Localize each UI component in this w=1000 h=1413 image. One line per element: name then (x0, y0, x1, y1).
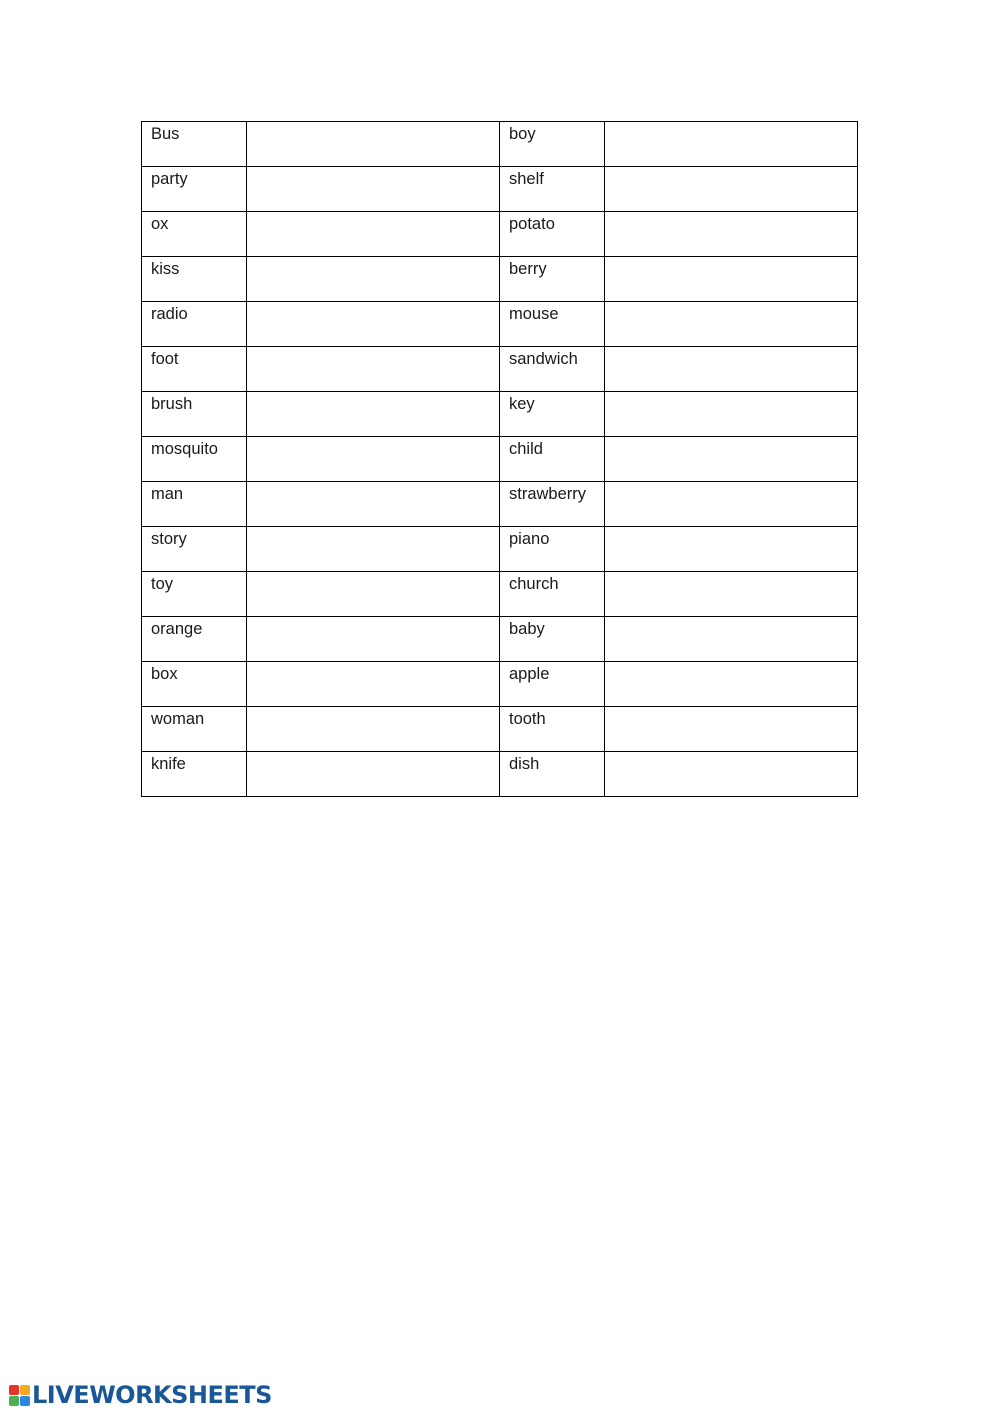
word-cell-right (500, 572, 605, 617)
singular-word: Bus (151, 125, 180, 143)
liveworksheets-brand (8, 1381, 272, 1409)
table-row (142, 662, 858, 707)
word-cell-left (142, 302, 247, 347)
table-row (142, 122, 858, 167)
answer-cell-right[interactable] (605, 617, 858, 662)
word-cell-right (500, 302, 605, 347)
plural-answer-input[interactable] (247, 257, 499, 301)
singular-word: apple (509, 665, 550, 683)
word-cell-left (142, 662, 247, 707)
singular-word: man (151, 485, 184, 503)
answer-cell-left[interactable] (247, 392, 500, 437)
answer-cell-left[interactable] (247, 617, 500, 662)
singular-word: box (151, 665, 178, 683)
answer-cell-right[interactable] (605, 212, 858, 257)
answer-cell-right[interactable] (605, 167, 858, 212)
plural-answer-input[interactable] (247, 707, 499, 751)
table-row (142, 347, 858, 392)
plural-answer-input[interactable] (247, 482, 499, 526)
word-cell-left (142, 167, 247, 212)
table-row (142, 302, 858, 347)
singular-word: church (509, 575, 559, 593)
word-cell-right (500, 752, 605, 797)
singular-word: woman (151, 710, 205, 728)
answer-cell-left[interactable] (247, 482, 500, 527)
plural-answer-input[interactable] (247, 617, 499, 661)
table-row (142, 752, 858, 797)
plural-answer-input[interactable] (247, 752, 499, 796)
singular-word: strawberry (509, 485, 587, 503)
table-row (142, 707, 858, 752)
plural-answer-input[interactable] (605, 122, 857, 166)
singular-word: story (151, 530, 187, 548)
singular-word: boy (509, 125, 536, 143)
singular-word: potato (509, 215, 555, 233)
plural-answer-input[interactable] (605, 302, 857, 346)
singular-word: radio (151, 305, 188, 323)
answer-cell-right[interactable] (605, 437, 858, 482)
singular-word: child (509, 440, 543, 458)
answer-cell-left[interactable] (247, 707, 500, 752)
words-table-body (142, 122, 858, 797)
word-cell-left (142, 257, 247, 302)
plural-answer-input[interactable] (247, 392, 499, 436)
plural-answer-input[interactable] (247, 212, 499, 256)
answer-cell-right[interactable] (605, 572, 858, 617)
singular-word: baby (509, 620, 545, 638)
table-row (142, 572, 858, 617)
word-cell-left (142, 212, 247, 257)
plural-answer-input[interactable] (605, 437, 857, 481)
singular-word: orange (151, 620, 203, 638)
word-cell-right (500, 392, 605, 437)
table-row (142, 392, 858, 437)
plural-answer-input[interactable] (605, 482, 857, 526)
answer-cell-right[interactable] (605, 392, 858, 437)
liveworksheets-logo-icon (8, 1384, 30, 1406)
answer-cell-left[interactable] (247, 302, 500, 347)
table-row (142, 482, 858, 527)
plural-answer-input[interactable] (247, 302, 499, 346)
word-cell-right (500, 707, 605, 752)
answer-cell-left[interactable] (247, 752, 500, 797)
answer-cell-right[interactable] (605, 347, 858, 392)
singular-word: sandwich (509, 350, 578, 368)
singular-word: key (509, 395, 535, 413)
word-cell-left (142, 347, 247, 392)
singular-word: party (151, 170, 188, 188)
answer-cell-right[interactable] (605, 527, 858, 572)
answer-cell-right[interactable] (605, 752, 858, 797)
plural-answer-input[interactable] (605, 752, 857, 796)
brand-name: LIVEWORKSHEETS (32, 1381, 272, 1409)
answer-cell-right[interactable] (605, 257, 858, 302)
answer-cell-left[interactable] (247, 122, 500, 167)
word-cell-right (500, 617, 605, 662)
answer-cell-right[interactable] (605, 302, 858, 347)
plural-answer-input[interactable] (247, 347, 499, 391)
singular-word: dish (509, 755, 540, 773)
word-cell-left (142, 482, 247, 527)
singular-word: knife (151, 755, 186, 773)
plural-answer-input[interactable] (247, 122, 499, 166)
word-cell-right (500, 527, 605, 572)
word-cell-right (500, 167, 605, 212)
words-table (141, 121, 858, 797)
word-cell-right (500, 257, 605, 302)
plural-answer-input[interactable] (247, 437, 499, 481)
plural-answer-input[interactable] (605, 167, 857, 211)
table-row (142, 437, 858, 482)
word-cell-right (500, 482, 605, 527)
logo-block-red (9, 1385, 19, 1395)
plural-answer-input[interactable] (247, 572, 499, 616)
word-cell-left (142, 527, 247, 572)
word-cell-right (500, 212, 605, 257)
singular-word: shelf (509, 170, 544, 188)
table-row (142, 527, 858, 572)
word-cell-left (142, 707, 247, 752)
plural-answer-input[interactable] (605, 617, 857, 661)
singular-word: mosquito (151, 440, 218, 458)
plural-answer-input[interactable] (605, 347, 857, 391)
singular-word: berry (509, 260, 547, 278)
word-cell-left (142, 392, 247, 437)
word-cell-right (500, 437, 605, 482)
word-cell-right (500, 122, 605, 167)
plural-answer-input[interactable] (605, 707, 857, 751)
word-cell-left (142, 122, 247, 167)
plural-answer-input[interactable] (247, 167, 499, 211)
singular-word: toy (151, 575, 174, 593)
answer-cell-right[interactable] (605, 707, 858, 752)
word-cell-right (500, 662, 605, 707)
table-row (142, 167, 858, 212)
answer-cell-right[interactable] (605, 662, 858, 707)
singular-word: mouse (509, 305, 559, 323)
word-cell-left (142, 437, 247, 482)
plural-answer-input[interactable] (605, 662, 857, 706)
word-cell-left (142, 752, 247, 797)
answer-cell-left[interactable] (247, 527, 500, 572)
singular-word: piano (509, 530, 550, 548)
word-cell-left (142, 572, 247, 617)
answer-cell-left[interactable] (247, 572, 500, 617)
answer-cell-right[interactable] (605, 482, 858, 527)
word-cell-left (142, 617, 247, 662)
singular-word: ox (151, 215, 169, 233)
answer-cell-left[interactable] (247, 167, 500, 212)
logo-block-blue (20, 1396, 30, 1406)
answer-cell-left[interactable] (247, 212, 500, 257)
table-row (142, 257, 858, 302)
logo-block-yellow (20, 1385, 30, 1395)
logo-block-green (9, 1396, 19, 1406)
plural-answer-input[interactable] (605, 212, 857, 256)
plural-answer-input[interactable] (605, 392, 857, 436)
word-cell-right (500, 347, 605, 392)
plural-answer-input[interactable] (605, 527, 857, 571)
answer-cell-right[interactable] (605, 122, 858, 167)
answer-cell-left[interactable] (247, 257, 500, 302)
table-row (142, 212, 858, 257)
singular-word: tooth (509, 710, 546, 728)
answer-cell-left[interactable] (247, 347, 500, 392)
answer-cell-left[interactable] (247, 437, 500, 482)
answer-cell-left[interactable] (247, 662, 500, 707)
plural-answer-input[interactable] (247, 527, 499, 571)
singular-word: brush (151, 395, 193, 413)
singular-word: kiss (151, 260, 180, 278)
plural-answer-input[interactable] (605, 257, 857, 301)
singular-word: foot (151, 350, 179, 368)
table-row (142, 617, 858, 662)
plural-answer-input[interactable] (247, 662, 499, 706)
plural-answer-input[interactable] (605, 572, 857, 616)
